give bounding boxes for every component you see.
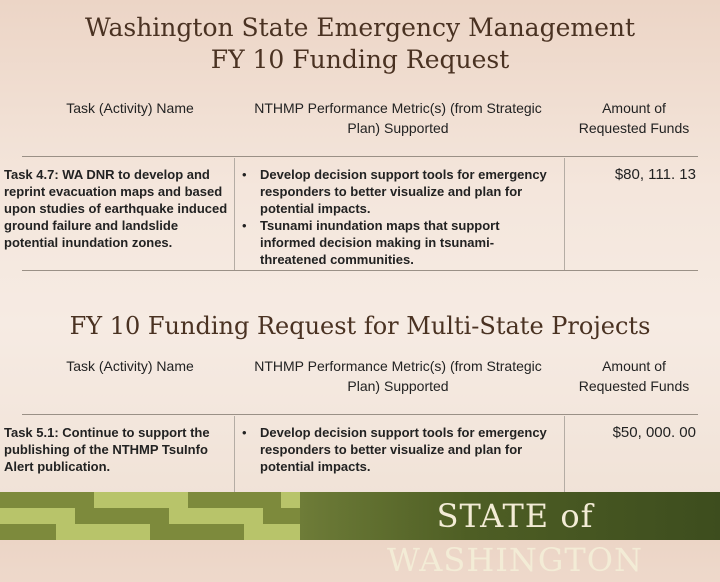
mosaic-tile <box>131 508 150 524</box>
header-divider <box>22 156 698 157</box>
mosaic-tile <box>263 524 282 540</box>
metric-item: • Tsunami inundation maps that support informed decision making in tsunami-threatened communities. <box>238 217 558 268</box>
amount-cell: $50, 000. 00 <box>612 424 696 441</box>
mosaic-tile <box>188 524 207 540</box>
mosaic-tile <box>206 492 225 508</box>
mosaic-tile <box>281 492 300 508</box>
mosaic-tile <box>244 508 263 524</box>
mosaic-tile <box>263 508 282 524</box>
section-title: FY 10 Funding Request for Multi-State Projects <box>69 312 651 340</box>
metric-item: • Develop decision support tools for emergency responders to better visualize and plan for potential impacts. <box>238 166 558 217</box>
mosaic-tile <box>188 508 207 524</box>
mosaic-tile <box>38 492 57 508</box>
mosaic-tile <box>188 492 207 508</box>
mosaic-tile <box>281 524 300 540</box>
slide-title-line1: Washington State Emergency Management <box>84 13 636 42</box>
mosaic-tile <box>19 524 38 540</box>
header-metric: NTHMP Performance Metric(s) (from Strategic Plan) Supported <box>254 358 542 394</box>
header-amount: Amount of Requested Funds <box>578 358 690 394</box>
metric-item: • Develop decision support tools for emergency responders to better visualize and plan for potential impacts. <box>238 424 558 475</box>
column-divider <box>234 158 235 270</box>
footer-state-label: STATE of WASHINGTON <box>386 497 643 579</box>
header-task: Task (Activity) Name <box>66 358 194 374</box>
mosaic-tile <box>38 508 57 524</box>
task-cell: Task 4.7: WA DNR to develop and reprint evacuation maps and based upon studies of earthquake induced ground failure and landslide potential inundation zones. <box>4 167 228 250</box>
mosaic-tile <box>113 524 132 540</box>
mosaic-tile <box>206 508 225 524</box>
mosaic-tile <box>206 524 225 540</box>
mosaic-tile <box>169 508 188 524</box>
mosaic-tile <box>150 492 169 508</box>
mosaic-tile <box>113 508 132 524</box>
mosaic-tile <box>131 524 150 540</box>
mosaic-tile <box>150 508 169 524</box>
mosaic-tile <box>75 508 94 524</box>
mosaic-tile <box>225 524 244 540</box>
mosaic-tile <box>75 524 94 540</box>
footer-mosaic <box>0 492 300 540</box>
mosaic-tile <box>169 492 188 508</box>
mosaic-tile <box>225 492 244 508</box>
mosaic-tile <box>94 524 113 540</box>
mosaic-tile <box>19 492 38 508</box>
mosaic-tile <box>0 524 19 540</box>
mosaic-tile <box>263 492 282 508</box>
mosaic-tile <box>113 492 132 508</box>
mosaic-tile <box>38 524 57 540</box>
mosaic-tile <box>150 524 169 540</box>
header-task: Task (Activity) Name <box>66 100 194 116</box>
column-divider <box>234 416 235 492</box>
mosaic-tile <box>0 492 19 508</box>
mosaic-tile <box>94 508 113 524</box>
mosaic-tile <box>0 508 19 524</box>
mosaic-tile <box>169 524 188 540</box>
mosaic-tile <box>19 508 38 524</box>
mosaic-tile <box>244 524 263 540</box>
header-metric: NTHMP Performance Metric(s) (from Strategic Plan) Supported <box>254 100 542 136</box>
mosaic-tile <box>281 508 300 524</box>
header-amount: Amount of Requested Funds <box>578 100 690 136</box>
amount-cell: $80, 111. 13 <box>614 166 696 183</box>
metric-cell <box>238 424 558 475</box>
metric-cell <box>238 166 558 268</box>
slide-title-line2: FY 10 Funding Request <box>210 45 510 74</box>
mosaic-tile <box>94 492 113 508</box>
column-divider <box>564 158 565 270</box>
slide-title <box>0 12 720 76</box>
table-bottom-border <box>22 270 698 271</box>
mosaic-tile <box>56 508 75 524</box>
mosaic-tile <box>56 492 75 508</box>
task-cell: Task 5.1: Continue to support the publishing of the NTHMP TsuInfo Alert publication. <box>4 425 210 474</box>
mosaic-tile <box>244 492 263 508</box>
mosaic-tile <box>75 492 94 508</box>
mosaic-tile <box>56 524 75 540</box>
header-divider <box>22 414 698 415</box>
column-divider <box>564 416 565 492</box>
mosaic-tile <box>131 492 150 508</box>
mosaic-tile <box>225 508 244 524</box>
